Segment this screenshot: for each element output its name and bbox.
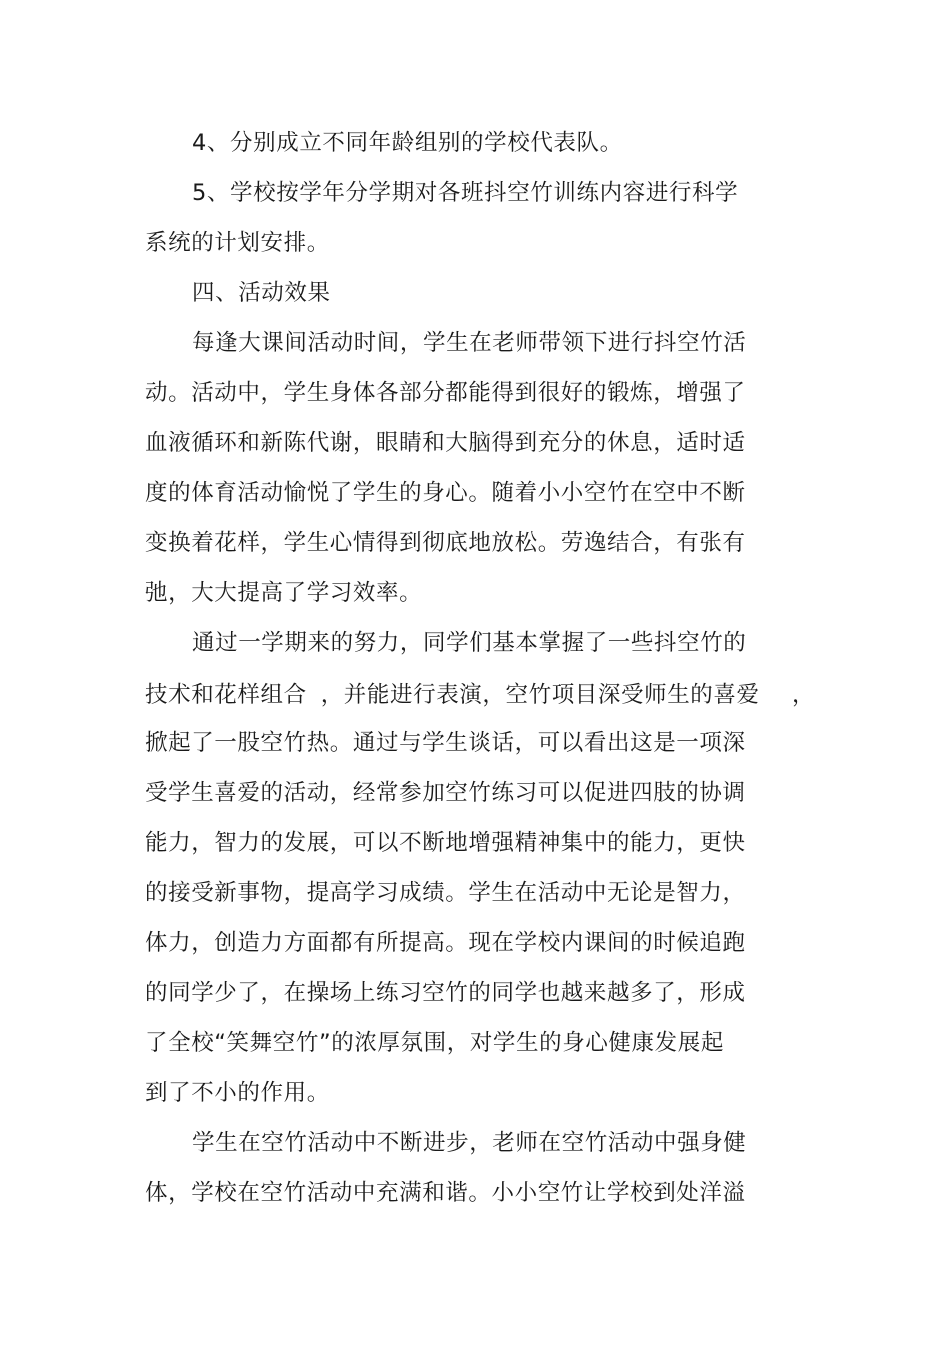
stray-comma: ， [792, 682, 815, 708]
text-line: 通过一学期来的努力，同学们基本掌握了一些抖空竹的 [192, 630, 747, 656]
text-line: 的接受新事物，提高学习成绩。学生在活动中无论是智力， [145, 880, 746, 906]
text-line: 到了不小的作用。 [145, 1080, 330, 1106]
text-line: 4、分别成立不同年龄组别的学校代表队。 [192, 130, 623, 156]
text-line [145, 680, 760, 710]
text-line: 掀起了一股空竹热。通过与学生谈话，可以看出这是一项深 [145, 730, 746, 756]
text-line: 变换着花样，学生心情得到彻底地放松。劳逸结合，有张有 [145, 530, 746, 556]
text-line: 度的体育活动愉悦了学生的身心。随着小小空竹在空中不断 [145, 480, 746, 506]
text-line: 受学生喜爱的活动，经常参加空竹练习可以促进四肢的协调 [145, 780, 746, 806]
text-line: 能力，智力的发展，可以不断地增强精神集中的能力，更快 [145, 830, 746, 856]
section-heading: 四、活动效果 [192, 280, 331, 306]
text-segment: 技术和花样组合 [145, 682, 307, 708]
text-line: 动。活动中，学生身体各部分都能得到很好的锻炼，增强了 [145, 380, 746, 406]
text-segment: ，并能进行表演，空竹项目深受师生的喜爱 [320, 682, 760, 708]
text-line: 5、学校按学年分学期对各班抖空竹训练内容进行科学 [192, 180, 739, 206]
text-line: 了全校“笑舞空竹”的浓厚氛围，对学生的身心健康发展起 [145, 1030, 724, 1056]
text-line: 弛，大大提高了学习效率。 [145, 580, 423, 606]
text-line: 的同学少了，在操场上练习空竹的同学也越来越多了，形成 [145, 980, 746, 1006]
text-line: 系统的计划安排。 [145, 230, 330, 256]
text-line: 血液循环和新陈代谢，眼睛和大脑得到充分的休息，适时适 [145, 430, 746, 456]
text-line: 学生在空竹活动中不断进步，老师在空竹活动中强身健 [192, 1130, 747, 1156]
text-line: 体，学校在空竹活动中充满和谐。小小空竹让学校到处洋溢 [145, 1180, 746, 1206]
text-line: 体力，创造力方面都有所提高。现在学校内课间的时候追跑 [145, 930, 746, 956]
text-line: 每逢大课间活动时间，学生在老师带领下进行抖空竹活 [192, 330, 747, 356]
